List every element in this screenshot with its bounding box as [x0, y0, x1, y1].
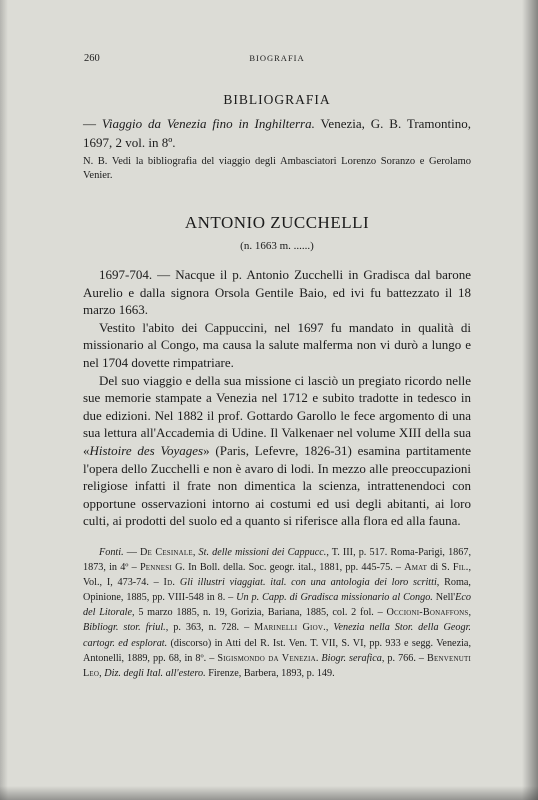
author-name: Id.: [163, 577, 176, 589]
sources-paragraph: [83, 545, 471, 681]
running-title: BIOGRAFIA: [249, 53, 305, 63]
sources-text: , p. 766. –: [381, 652, 428, 664]
author-name: Fil.: [452, 562, 469, 574]
cited-title: Gli illustri viaggiat. ital. con una antologia dei loro scritti: [179, 577, 437, 589]
author-name: Sigismondo da Venezia: [217, 652, 316, 664]
sources-text: , Vol., I, 473-74. –: [83, 562, 471, 589]
sources-text: ,: [468, 607, 471, 619]
biography-text: [83, 266, 471, 530]
cited-title: Bibliogr. stor. friul.: [83, 622, 166, 634]
sources-text: (discorso) in Atti del R. Ist. Ven. T. VII, S. VI, pp. 933 e segg. Venezia, Antonelli, 1889, pp. 68, in 8º. –: [83, 637, 471, 664]
sources-text: , p. 363, n. 728. –: [165, 622, 255, 634]
biography-heading: ANTONIO ZUCCHELLI: [184, 213, 370, 232]
cited-title: Un p. Capp. di Gradisca missionario al Congo.: [236, 592, 433, 604]
page-number: 260: [84, 53, 100, 64]
entry-publication: Venezia, G. B. Tramontino, 1697, 2 vol. in 8º.: [83, 116, 472, 150]
entry-dash: —: [83, 116, 102, 131]
paragraph-memoirs: [83, 372, 471, 530]
bibliography-heading: BIBLIOGRAFIA: [223, 92, 331, 107]
cited-title: Biogr. serafica: [321, 652, 382, 664]
cited-title: St. delle missioni dei Cappucc.: [198, 547, 327, 558]
life-dates: (n. 1663 m. ......): [240, 240, 314, 252]
sources-label: Fonti.: [99, 547, 124, 558]
sources-text: , 5 marzo 1885, n. 19, Gorizia, Bariana, 1885, col. 2 fol. –: [132, 607, 387, 619]
page-shadow-right: [522, 0, 538, 800]
paragraph-mission: Vestito l'abito dei Cappuccini, nel 1697 fu mandato in qualità di missionario al Congo, ma causa la salute malferma non vi durò a lungo e nel 1704 dovette rimpatriare.: [83, 319, 471, 370]
sources-text: ,: [192, 547, 199, 558]
sources-text: ,: [99, 667, 105, 679]
cited-title: Venezia nella Stor. della Geogr. cartogr. ed esplorat.: [83, 622, 471, 649]
bibliography-entry: [83, 115, 471, 152]
page-shadow-left: [0, 0, 8, 800]
author-name: De Cesinale: [140, 547, 193, 558]
cited-title: Eco del Litorale: [83, 592, 471, 619]
sources-text: di S.: [427, 562, 453, 574]
sources-text: ,: [325, 622, 334, 634]
sources-text: , T. III, p. 517. Roma-Parigi, 1867, 1873, in 4º –: [83, 547, 471, 574]
running-head: [84, 53, 470, 67]
author-name: Pennesi: [139, 562, 172, 574]
memoirs-cited-work: Histoire des Voyages: [89, 442, 204, 458]
memoirs-text-end: » (Paris, Lefevre, 1826-31) esamina partitamente l'opera dello Zucchelli e non è avaro di lodi. In mezzo alle preoccupazioni religiose infatti il frate non dimentica la scienza, intrattenendoci con opportune osservazioni intorno ai costumi ed usi degli abitanti, ai loro culti, ai prodotti del suolo ed a quanto si riferisce alla flora ed alla fauna.: [83, 442, 471, 529]
sources-text: .: [315, 652, 322, 664]
sources-text: —: [123, 547, 140, 558]
author-name: Marinelli Giov.: [254, 622, 326, 634]
sources-text: , Roma, Opinione, 1885, pp. VIII-548 in 8. –: [83, 577, 471, 604]
author-name: Benvenuti Leo: [83, 652, 471, 679]
bibliography-note: N. B. Vedi la bibliografia del viaggio degli Ambasciatori Lorenzo Soranzo e Gerolamo Venier.: [83, 156, 471, 181]
sources-text: G. In Boll. della. Soc. geogr. ital., 1881, pp. 445-75. –: [171, 562, 405, 574]
paragraph-birth: 1697-704. — Nacque il p. Antonio Zucchelli in Gradisca dal barone Aurelio e dalla signora Orsola Gentile Baio, ed ivi fu battezzato il 18 marzo 1663.: [83, 267, 471, 318]
author-name: Amat: [404, 562, 428, 574]
memoirs-text-start: Del suo viaggio e della sua missione ci lasciò un pregiato ricordo nelle sue memorie stampate a Venezia nel 1712 e subito tradotte in tedesco in due edizioni. Nel 1882 il prof. Gottardo Garollo le fece argomento di una sua lettura all'Accademia di Udine. Il Valkenaer nel volume XIII della sua «: [83, 372, 471, 458]
page-shadow-bottom: [0, 786, 538, 800]
sources-text: Nell': [432, 592, 456, 604]
cited-title: Diz. degli Ital. all'estero.: [104, 667, 206, 679]
sources-text: Firenze, Barbera, 1893, p. 149.: [205, 667, 335, 679]
author-name: Occioni-Bonaffons: [386, 607, 469, 619]
sources-note: [83, 545, 471, 681]
entry-title: Viaggio da Venezia fino in Inghilterra.: [101, 116, 315, 131]
